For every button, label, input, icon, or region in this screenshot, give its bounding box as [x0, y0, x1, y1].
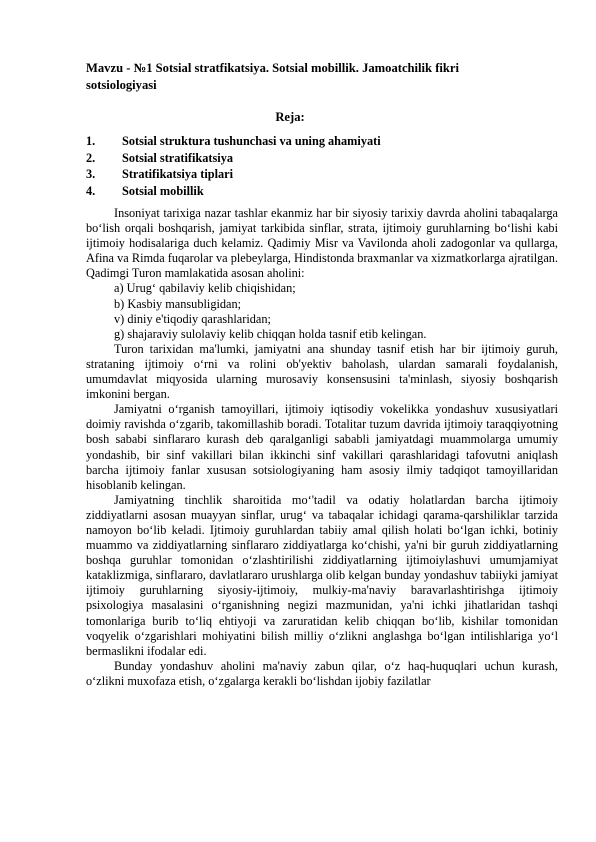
plan-item [86, 184, 381, 201]
plan-item-number: 3. [86, 167, 96, 182]
list-item: a) Urug‘ qabilaviy kelib chiqishidan; [114, 281, 296, 296]
plan-item-number: 1. [86, 134, 96, 148]
plan-item [86, 167, 381, 184]
plan-item [86, 134, 381, 151]
plan-list [86, 134, 381, 200]
paragraph: Turon tarixidan ma'lumki, jamiyatni ana shunday tasnif etish har bir ijtimoiy guruh, strataning ijtimoiy o‘rni va rolini ob'yektiv baholash, ulardan samarali foydalanish, umumdavlat miqyosida ularning murosaviy konsensusini ta'minlash, siyosiy boshqarish imkonini bergan. [86, 341, 558, 402]
paragraph: Jamiyatning tinchlik sharoitida mo‘'tadil va odatiy holatlardan barcha ijtimoiy ziddiyatlarni asosan muayyan sinflar, urug‘ va tabaqalar ichidagi qarama-qarshiliklar tarzida namoyon bo‘lib keladi. Ijtimoiy guruhlardan tabiiy amal qilish holati bo‘lgan ichki, botiniy muammo va ziddiyatlarning sinflararo ziddiyatlarga ko‘chishi, ya'ni bir guruh ziddiyatlarning boshqa guruhlar tomonidan o‘zlashtirilishi ziddiyatlarning ijtimoiylashuvi umumjamiyat kataklizmiga, sinflararo, davlatlararo urushlarga olib kelgan bunday yondashuv tabiiyki jamiyat ijtimoiy guruhlarning siyosiy-ijtimoiy, mulkiy-ma'naviy baravarlashtirishga ijtimoiy psixologiya masalasini o‘rganishning negizi mazmunidan, ya'ni ichki jihatlaridan tashqi tomonlariga burib to‘liq ehtiyoji va zaruratidan kelib chiqqan bo‘lib, kishilar tomonidan voqyelik o‘zgarishlari mohiyatini bilish milliy o‘zlikni anglashga bo‘lgan intilishlariga yo‘l bermaslikni ifodalar edi. [86, 492, 558, 658]
list-item: b) Kasbiy mansubligidan; [114, 296, 242, 311]
paragraph: Bunday yondashuv aholini ma'naviy zabun qilar, o‘z haq-huquqlari uchun kurash, o‘zlikni muxofaza etish, o‘zgalarga kerakli bo‘lishdan ijobiy fazilatlar [86, 658, 558, 688]
list-item: v) diniy e'tiqodiy qarashlaridan; [114, 311, 271, 326]
list-item: g) shajaraviy sulolaviy kelib chiqqan holda tasnif etib kelingan. [114, 326, 427, 341]
plan-item-text: Sotsial mobillik [122, 183, 204, 198]
plan-item-text: Sotsial struktura tushunchasi va uning ahamiyati [122, 134, 381, 148]
body-text [86, 206, 558, 689]
plan-item-text: Stratifikatsiya tiplari [122, 167, 234, 182]
plan-item-text: Sotsial stratifikatsiya [122, 150, 234, 165]
document-title: Mavzu - №1 Sotsial stratfikatsiya. Sotsial mobillik. Jamoatchilik fikri sotsiologiyasi [86, 61, 459, 92]
plan-item-number: 2. [86, 150, 96, 165]
plan-heading: Reja: [275, 110, 305, 124]
plan-item-number: 4. [86, 183, 96, 198]
paragraph: Insoniyat tarixiga nazar tashlar ekanmiz har bir siyosiy tarixiy davrda aholini tabaqalarga bo‘lish orqali boshqarish, jamiyat tarkibida sinflar, strata, ijtimoiy guruhlarning bo‘lishi kabi ijtimoiy hodisalariga duch kelamiz. Qadimiy Misr va Vavilonda aholi zadogonlar va qullarga, Afina va Rimda fuqarolar va plebeylarga, Hindistonda braxmanlar va xizmatkorlarga ajratilgan. Qadimgi Turon mamlakatida asosan aholini: [86, 206, 558, 281]
paragraph: Jamiyatni o‘rganish tamoyillari, ijtimoiy iqtisodiy vokelikka yondashuv xususiyatlari doimiy ravishda o‘zgarib, takomillashib boradi. Totalitar tuzum davrida ijtimoiy taraqqiyotning bosh sababi sinflararo kurash deb qaralganligi sababli jamiyatdagi muammolarga umumiy yondashib, bir sinf vakillari bilan ikkinchi sinf vakillari qarashlaridagi tafovutni aniqlash barcha ijtimoiy fanlar xususan sotsiologiyaning ham asosiy ilmiy tadqiqot tamoyillaridan hisoblanib kelingan. [86, 402, 558, 492]
plan-item [86, 151, 381, 168]
